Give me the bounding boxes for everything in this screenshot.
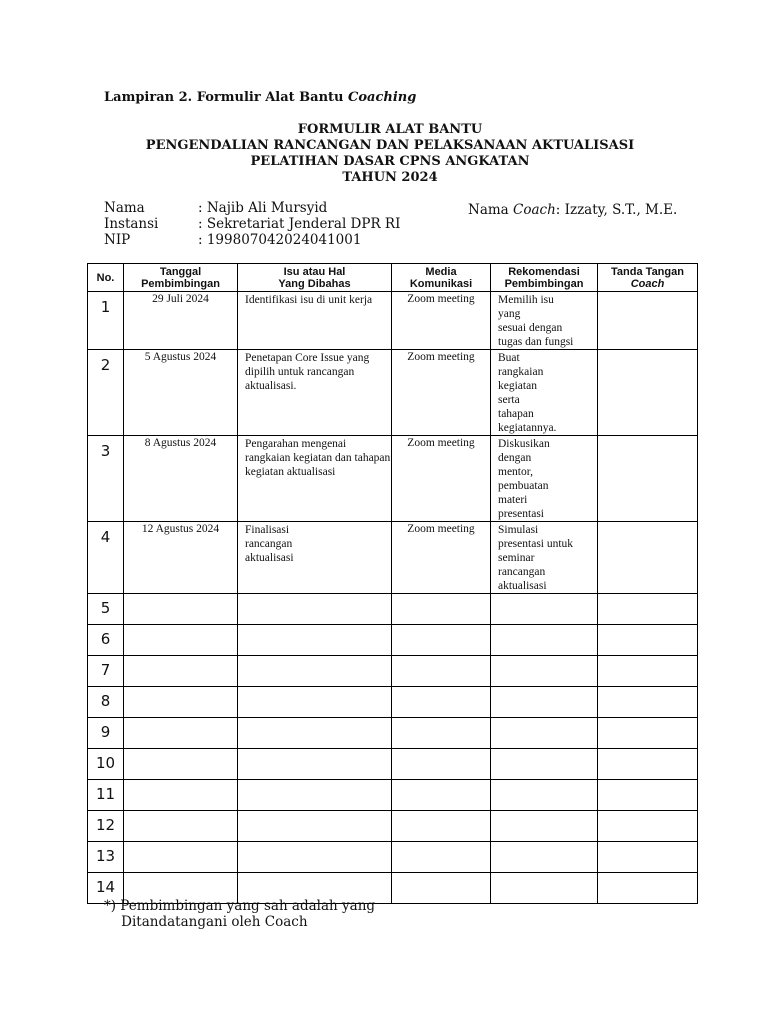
coach-label-prefix: Nama (468, 202, 514, 218)
row-recommendation: Diskusikan dengan mentor, pembuatan materi presentasi (491, 436, 598, 522)
table-row (88, 292, 698, 350)
footnote (104, 898, 375, 930)
row-recommendation[interactable] (491, 718, 598, 749)
info-nip (104, 232, 361, 248)
header-media: Media Komunikasi (392, 264, 491, 292)
row-recommendation[interactable] (491, 811, 598, 842)
table-row (88, 749, 698, 780)
row-signature[interactable] (598, 811, 698, 842)
name-label: Nama (104, 200, 145, 216)
table-row (88, 811, 698, 842)
row-recommendation: Simulasi presentasi untuk seminar rancangan aktualisasi (491, 522, 598, 594)
row-issue[interactable] (238, 594, 392, 625)
row-recommendation[interactable] (491, 749, 598, 780)
row-media[interactable] (392, 656, 491, 687)
table-row (88, 780, 698, 811)
row-issue[interactable] (238, 687, 392, 718)
attachment-prefix: Lampiran 2. Formulir Alat Bantu (104, 90, 349, 105)
table-row (88, 625, 698, 656)
table-row (88, 594, 698, 625)
row-media[interactable] (392, 780, 491, 811)
row-no: 5 (88, 594, 124, 625)
info-coach (468, 202, 677, 218)
row-signature[interactable] (598, 656, 698, 687)
footnote-line-2: Ditandatangani oleh Coach (104, 914, 308, 930)
row-no: 4 (88, 522, 124, 594)
coach-value: : Izzaty, S.T., M.E. (555, 202, 678, 218)
row-date: 5 Agustus 2024 (124, 350, 238, 436)
row-no: 8 (88, 687, 124, 718)
row-recommendation[interactable] (491, 656, 598, 687)
table-row (88, 842, 698, 873)
row-media[interactable] (392, 749, 491, 780)
row-media[interactable] (392, 625, 491, 656)
row-signature[interactable] (598, 749, 698, 780)
row-date[interactable] (124, 718, 238, 749)
row-signature[interactable] (598, 873, 698, 904)
form-title (0, 122, 768, 186)
row-date[interactable] (124, 811, 238, 842)
row-signature[interactable] (598, 625, 698, 656)
attachment-italic: Coaching (348, 90, 417, 105)
row-signature[interactable] (598, 436, 698, 522)
nip-value: : 199807042024041001 (198, 232, 362, 248)
row-media: Zoom meeting (392, 436, 491, 522)
row-date: 8 Agustus 2024 (124, 436, 238, 522)
row-signature[interactable] (598, 842, 698, 873)
row-signature[interactable] (598, 350, 698, 436)
row-signature[interactable] (598, 522, 698, 594)
table-row (88, 656, 698, 687)
row-issue[interactable] (238, 842, 392, 873)
coaching-table (87, 263, 698, 904)
header-recommendation: Rekomendasi Pembimbingan (491, 264, 598, 292)
info-agency (104, 216, 400, 232)
row-signature[interactable] (598, 687, 698, 718)
row-recommendation[interactable] (491, 687, 598, 718)
title-line-4: TAHUN 2024 (342, 170, 438, 185)
row-date[interactable] (124, 842, 238, 873)
row-no: 6 (88, 625, 124, 656)
row-no: 13 (88, 842, 124, 873)
row-recommendation[interactable] (491, 780, 598, 811)
row-issue[interactable] (238, 811, 392, 842)
row-media: Zoom meeting (392, 292, 491, 350)
row-recommendation: Memilih isu yang sesuai dengan tugas dan fungsi (491, 292, 598, 350)
row-signature[interactable] (598, 718, 698, 749)
attachment-heading (104, 90, 416, 105)
row-media[interactable] (392, 594, 491, 625)
table-header-row (88, 264, 698, 292)
table-row (88, 350, 698, 436)
title-line-1: FORMULIR ALAT BANTU (297, 122, 483, 137)
row-signature[interactable] (598, 594, 698, 625)
row-media[interactable] (392, 873, 491, 904)
nip-label: NIP (104, 232, 131, 248)
row-no: 3 (88, 436, 124, 522)
info-name (104, 200, 327, 216)
row-issue: Pengarahan mengenai rangkaian kegiatan dan tahapan kegiatan aktualisasi (238, 436, 392, 522)
row-no: 10 (88, 749, 124, 780)
footnote-line-1: *) Pembimbingan yang sah adalah yang (104, 898, 376, 914)
row-media[interactable] (392, 718, 491, 749)
agency-value: : Sekretariat Jenderal DPR RI (198, 216, 401, 232)
table-row (88, 687, 698, 718)
row-no: 14 (88, 873, 124, 904)
header-date: Tanggal Pembimbingan (124, 264, 238, 292)
row-issue: Penetapan Core Issue yang dipilih untuk rancangan aktualisasi. (238, 350, 392, 436)
row-issue[interactable] (238, 718, 392, 749)
table-row (88, 522, 698, 594)
row-no: 7 (88, 656, 124, 687)
coach-label-italic: Coach (513, 202, 556, 218)
row-date[interactable] (124, 780, 238, 811)
row-recommendation[interactable] (491, 625, 598, 656)
row-recommendation[interactable] (491, 873, 598, 904)
row-date: 29 Juli 2024 (124, 292, 238, 350)
row-signature[interactable] (598, 780, 698, 811)
row-media: Zoom meeting (392, 522, 491, 594)
table-row (88, 436, 698, 522)
row-issue: Identifikasi isu di unit kerja (238, 292, 392, 350)
table-row (88, 718, 698, 749)
row-issue: Finalisasi rancangan aktualisasi (238, 522, 392, 594)
row-date[interactable] (124, 687, 238, 718)
row-media[interactable] (392, 842, 491, 873)
agency-label: Instansi (104, 216, 159, 232)
row-media[interactable] (392, 811, 491, 842)
row-date[interactable] (124, 625, 238, 656)
row-issue[interactable] (238, 656, 392, 687)
row-date[interactable] (124, 749, 238, 780)
row-no: 12 (88, 811, 124, 842)
row-recommendation[interactable] (491, 842, 598, 873)
header-signature: Tanda Tangan Coach (598, 264, 698, 292)
row-no: 9 (88, 718, 124, 749)
row-date[interactable] (124, 656, 238, 687)
title-line-2: PENGENDALIAN RANCANGAN DAN PELAKSANAAN AKTUALISASI (145, 138, 635, 153)
row-media[interactable] (392, 687, 491, 718)
row-no: 1 (88, 292, 124, 350)
row-issue[interactable] (238, 749, 392, 780)
row-no: 11 (88, 780, 124, 811)
header-no: No. (88, 264, 124, 292)
row-signature[interactable] (598, 292, 698, 350)
title-line-3: PELATIHAN DASAR CPNS ANGKATAN (250, 154, 530, 169)
row-no: 2 (88, 350, 124, 436)
header-issue: Isu atau Hal Yang Dibahas (238, 264, 392, 292)
name-value: : Najib Ali Mursyid (198, 200, 328, 216)
row-media: Zoom meeting (392, 350, 491, 436)
row-recommendation[interactable] (491, 594, 598, 625)
row-date[interactable] (124, 594, 238, 625)
row-date: 12 Agustus 2024 (124, 522, 238, 594)
row-issue[interactable] (238, 625, 392, 656)
row-recommendation: Buat rangkaian kegiatan serta tahapan kegiatannya. (491, 350, 598, 436)
row-issue[interactable] (238, 780, 392, 811)
